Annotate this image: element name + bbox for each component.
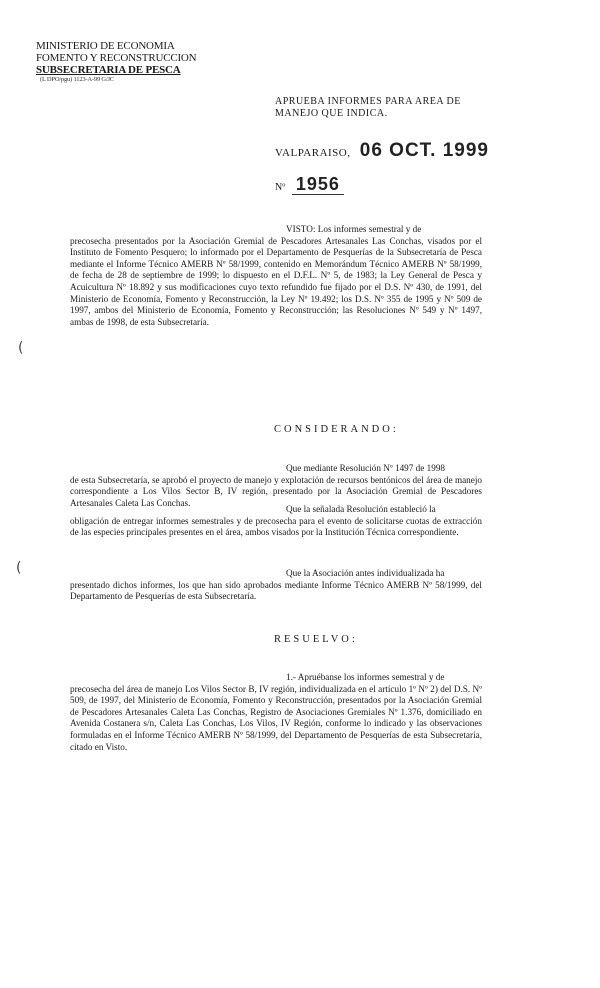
visto-body: precosecha presentados por la Asociación Gremial de Pescadores Artesanales Las Conchas, visados por el Instituto de Fomento Pesquero; lo informado por el Departamento de Pesquerías de la Subsecretaría de Pesca mediante el Informe Técnico AMERB Nº 58/1999, contenido en Memorándum Técnico AMERB Nº 58/1999, de fecha de 28 de septiembre de 1999; lo dispuesto en el D.F.L. Nº 5, de 1983; la Ley General de Pesca y Acuicultura Nº 18.892 y sus modificaciones cuyo texto refundido fue fijado por el D.S. Nº 430, de 1991, del Ministerio de Economía, Fomento y Reconstrucción, la Ley Nº 19.492; los D.S. Nº 355 de 1995 y Nº 509 de 1997, ambos del Ministerio de Economía, Fomento y Reconstrucción; las Resoluciones Nº 549 y Nº 1497, ambas de 1998, de esta Subsecretaría. — [70, 235, 482, 327]
margin-hole-mark: ( — [18, 340, 24, 356]
ministry-header — [36, 40, 196, 84]
considerando-2-first-line: Que la señalada Resolución estableció la — [286, 504, 436, 514]
number-prefix: Nº — [275, 182, 286, 193]
considerando-1 — [70, 463, 482, 509]
considerando-3 — [70, 568, 482, 603]
ministry-name: MINISTERIO DE ECONOMIA — [36, 40, 175, 52]
date-stamp: 06 OCT. 1999 — [359, 140, 489, 161]
margin-hole-mark-2: ( — [16, 560, 22, 576]
reference-code: (L DPO/pgu) 1123-A-99 G/JC — [40, 76, 114, 83]
subsecretaria-name: SUBSECRETARIA DE PESCA — [36, 64, 181, 76]
resuelvo-1-first-line: 1.- Apruébanse los informes semestral y de — [286, 672, 445, 682]
considerando-3-body: presentado dichos informes, los que han sido aprobados mediante Informe Técnico AMERB Nº 58/1999, del Departamento de Pesquerías de esta Subsecretaría. — [70, 579, 482, 602]
resuelvo-1-body: precosecha del área de manejo Los Vilos Sector B, IV región, individualizada en el artículo 1º Nº 2) del D.S. Nº 509, de 1997, del Ministerio de Economía, Fomento y Reconstrucción, presentados por la Asociación Gremial de Pescadores Artesanales Caleta Las Conchas, Registro de Asociaciones Gremiales Nº 1.376, domiciliado en Avenida Costanera s/n, Caleta Las Conchas, Los Vilos, IV Región, conforme lo indicado y las observaciones formuladas en el Informe Técnico AMERB Nº 58/1999, del Departamento de Pesquerías de esta Subsecretaría, citado en Visto. — [70, 683, 482, 752]
city: VALPARAISO, — [275, 147, 351, 159]
number-value: 1956 — [292, 174, 344, 195]
resuelvo-1 — [70, 672, 482, 753]
subject-line-2: MANEJO QUE INDICA. — [275, 108, 388, 119]
considerando-2 — [70, 504, 482, 539]
resuelvo-heading: RESUELVO: — [274, 634, 358, 645]
subject-line-1: APRUEBA INFORMES PARA AREA DE — [275, 96, 461, 107]
considerando-2-body: obligación de entregar informes semestrales y de precosecha para el evento de solicitarse cuotas de extracción de las especies principales presentes en el área, ambos visados por la Institución Técnica correspondiente. — [70, 515, 482, 538]
dateline — [275, 140, 489, 162]
subject-block — [275, 96, 461, 120]
considerando-1-first-line: Que mediante Resolución Nº 1497 de 1998 — [286, 463, 446, 473]
considerando-3-first-line: Que la Asociación antes individualizada ha — [286, 568, 445, 578]
ministry-subname: FOMENTO Y RECONSTRUCCION — [36, 52, 197, 64]
visto-first-line: VISTO: Los informes semestral y de — [286, 224, 422, 234]
considerando-heading: CONSIDERANDO: — [274, 424, 399, 435]
considerando-1-body: de esta Subsecretaría, se aprobó el proyecto de manejo y explotación de recursos bentónicos del área de manejo correspondiente a Los Vilos Sector B, IV región, presentado por la Asociación Gremial de Pescadores Artesanales Caleta Las Conchas. — [70, 474, 482, 508]
visto-paragraph — [70, 224, 482, 328]
resolution-number — [275, 174, 344, 195]
